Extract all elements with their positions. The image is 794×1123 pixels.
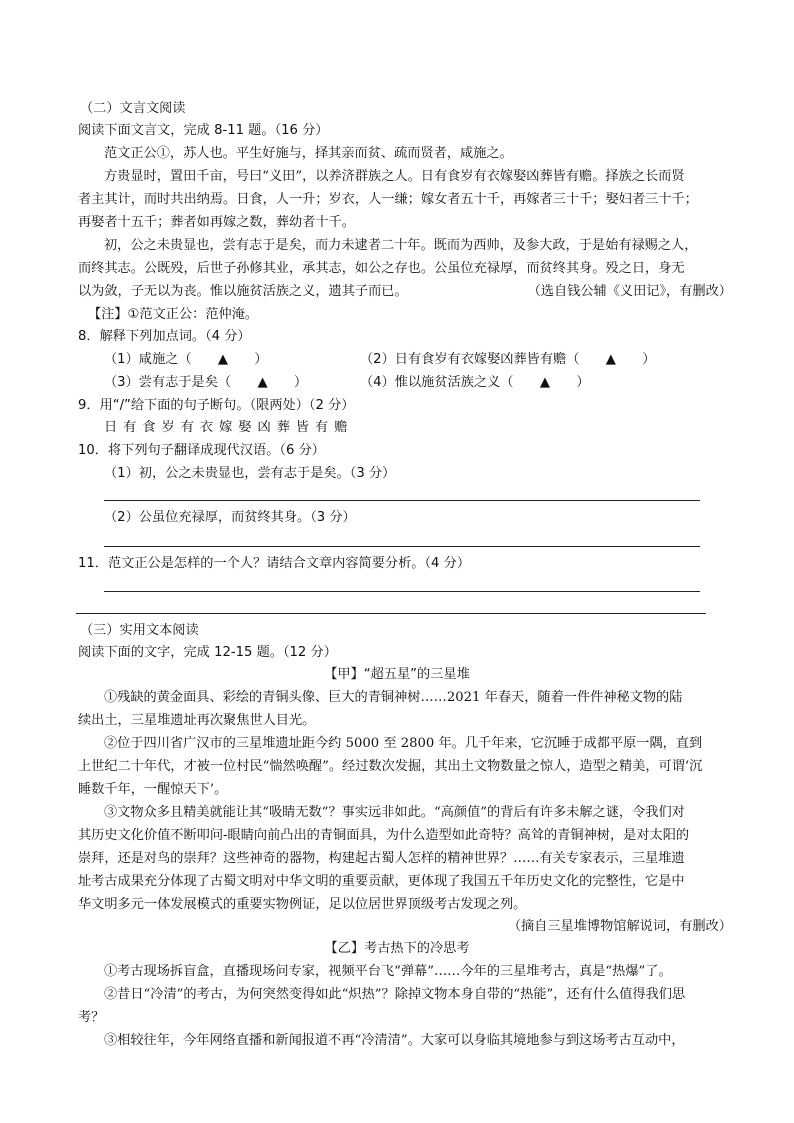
question-8-item: （3）尝有志于是矣（ ▲ ） <box>104 375 308 390</box>
question-11: 11．范文正公是怎样的一个人？请结合文章内容简要分析。（4 分） <box>78 556 471 571</box>
passage-line: 初，公之未贵显也，尝有志于是矣，而力未逮者二十年。既而为西帅，及参大政，于是始有禄赐之人， <box>104 238 698 253</box>
article-line: 上世纪二十年代，才被一位村民“惴然唤醒”。经过数次发掘，其出土文物数量之惊人，造型之精美，可谓‘沉 <box>78 759 703 774</box>
question-9-sentence: 日有食岁有衣嫁娶凶葬皆有赡 <box>104 420 354 435</box>
article-line: 续出土，三星堆遗址再次聚焦世人目光。 <box>78 713 316 728</box>
passage-line: 范文正公①，苏人也。平生好施与，择其亲而贫、疏而贤者，咸施之。 <box>104 146 513 161</box>
passage-line: 而终其志。公既殁，后世子孙修其业，承其志，如公之存也。公虽位充禄厚，而贫终其身。殁之日，身无 <box>78 261 685 276</box>
article-source: （摘自三星堆博物馆解说词，有删改） <box>507 919 732 934</box>
passage-line: 以为敛，子无以为丧。惟以施贫活族之义，遗其子而已。 <box>78 284 408 299</box>
answer-line <box>104 500 700 501</box>
article-line: ②位于四川省广汉市的三星堆遗址距今约 5000 至 2800 年。几千年来，它沉睡于成都平原一隅，直到 <box>104 736 703 751</box>
answer-line <box>76 613 706 614</box>
section-heading: （二）文言文阅读 <box>80 101 186 116</box>
article-line: ①残缺的黄金面具、彩绘的青铜头像、巨大的青铜神树……2021 年春天，随着一件件神秘文物的陆 <box>104 690 683 705</box>
article-line: 崇拜，还是对鸟的崇拜？这些神奇的器物，构建起古蜀人怎样的精神世界？……有关专家表示，三星堆遗 <box>78 851 685 866</box>
article-line: 华文明多元一体发展模式的重要实物例证，足以位居世界顶级考古发现之列。 <box>78 897 527 912</box>
article-line: ③相较往年，今年网络直播和新闻报道不再“冷清清”。大家可以身临其境地参与到这场考古互动中， <box>104 1033 685 1048</box>
article-line: ①考古现场拆盲盒，直播现场问专家，视频平台飞“弹幕”……今年的三星堆考古，真是“热爆”了。 <box>104 964 672 979</box>
article-line: ③文物众多且精美就能让其“吸睛无数”？事实远非如此。“高颜值”的背后有许多未解之谜，令我们对 <box>104 805 685 820</box>
passage-line: 者主其计，而时共出纳焉。日食，人一升；岁衣，人一缣；嫁女者五十千，再嫁者三十千；娶妇者三十千； <box>78 192 698 207</box>
article-line: ②昔日“冷清”的考古，为何突然变得如此“炽热”？除掉文物本身自带的“热能”，还有什么值得我们思 <box>104 987 686 1002</box>
article-line: 址考古成果充分体现了古蜀文明对中华文明的重要贡献，更体现了我国五千年历史文化的完整性，它是中 <box>78 874 685 889</box>
article-line: 睡数千年，一醒惊天下’。 <box>78 782 228 797</box>
section-instruction: 阅读下面的文字，完成 12-15 题。（12 分） <box>78 645 337 660</box>
section-instruction: 阅读下面文言文，完成 8-11 题。（16 分） <box>78 123 329 138</box>
question-10-item: （1）初，公之未贵显也，尝有志于是矣。（3 分） <box>104 466 396 481</box>
question-10-item: （2）公虽位充禄厚，而贫终其身。（3 分） <box>104 510 356 525</box>
article-title-yi: 【乙】考古热下的冷思考 <box>324 941 470 956</box>
question-8: 8．解释下列加点词。（4 分） <box>78 329 251 344</box>
question-10: 10．将下列句子翻译成现代汉语。（6 分） <box>78 443 325 458</box>
passage-source: （选自钱公辅《义田记》，有删改） <box>527 284 732 299</box>
question-8-item: （4）惟以施贫活族之义（ ▲ ） <box>360 375 590 390</box>
passage-line: 再娶者十五千；葬者如再嫁之数，葬幼者十千。 <box>78 215 355 230</box>
question-8-item: （1）咸施之（ ▲ ） <box>104 352 268 367</box>
annotation-note: 【注】①范文正公：范仲淹。 <box>88 307 259 322</box>
question-9: 9．用“/”给下面的句子断句。（限两处）（2 分） <box>78 398 355 413</box>
section-heading: （三）实用文本阅读 <box>80 623 199 638</box>
article-title-jia: 【甲】“超五星”的三星堆 <box>324 667 470 682</box>
article-line: 考？ <box>78 1010 105 1025</box>
passage-line: 方贵显时，置田千亩，号曰“义田”，以养济群族之人。日有食岁有衣嫁娶凶葬皆有赡。择族之长而贤 <box>104 169 685 184</box>
article-line: 其历史文化价值不断叩问-眼睛向前凸出的青铜面具，为什么造型如此奇特？高耸的青铜神树，是对太阳的 <box>78 828 690 843</box>
question-8-item: （2）日有食岁有衣嫁娶凶葬皆有赡（ ▲ ） <box>360 352 656 367</box>
answer-line <box>104 591 700 592</box>
answer-line <box>104 546 700 547</box>
